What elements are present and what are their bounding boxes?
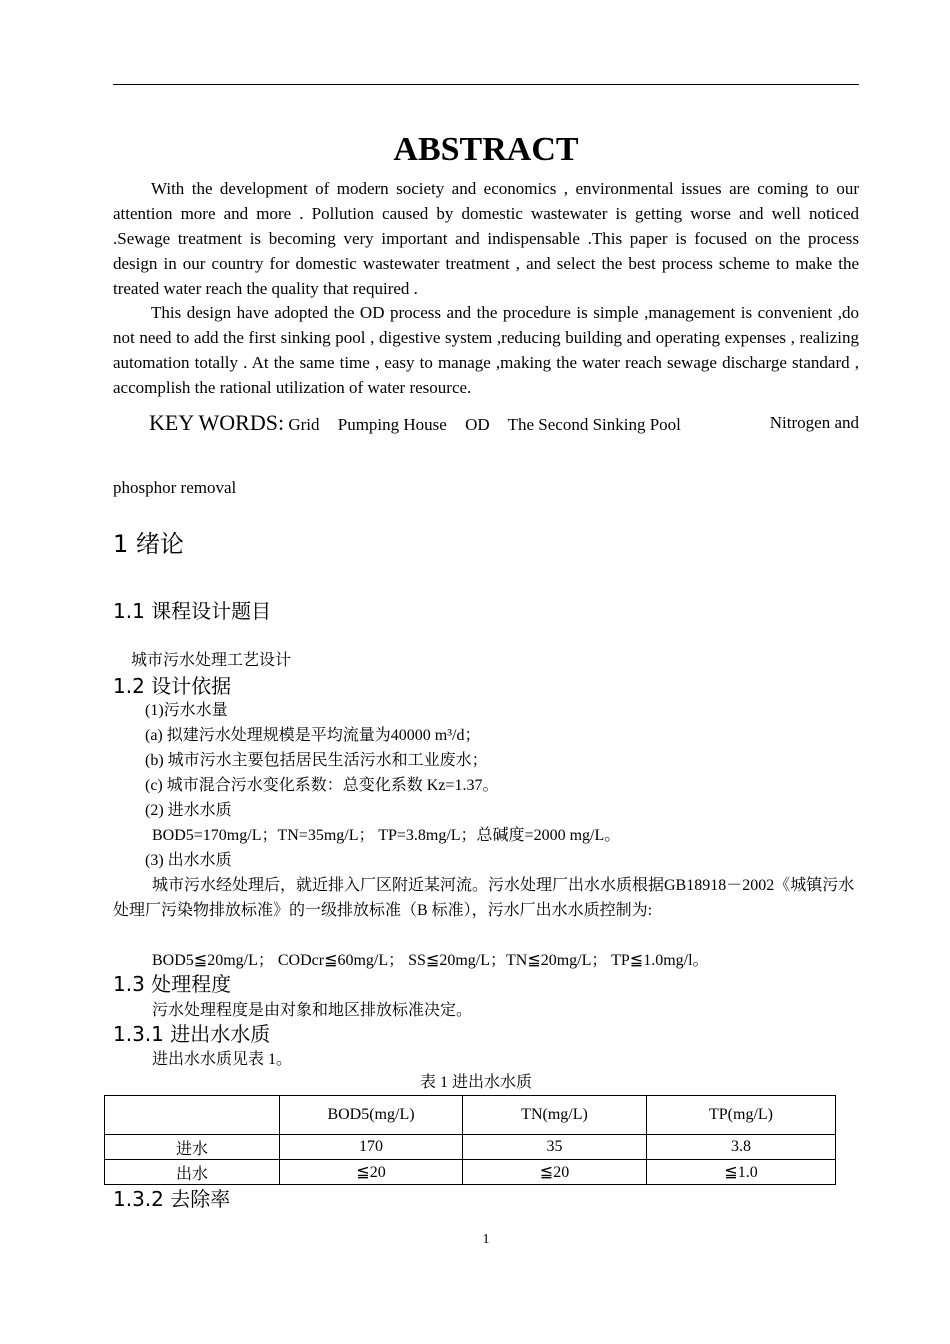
water-quality-table [104, 1095, 836, 1185]
section-heading-1-3-2: 1.3.2 去除率 [113, 1187, 231, 1211]
table-header-cell: TN(mg/L) [463, 1096, 647, 1135]
table-cell: 170 [280, 1135, 463, 1160]
table-cell: 进水 [105, 1135, 280, 1160]
keywords-label: KEY WORDS: [149, 410, 285, 435]
influent-values: BOD5=170mg/L；TN=35mg/L； TP=3.8mg/L；总碱度=2000 mg/L。 [152, 827, 621, 844]
section-text: 进出水水质见表 1。 [152, 1051, 293, 1068]
list-item: (2) 进水水质 [145, 802, 232, 819]
table-cell: 出水 [105, 1160, 280, 1185]
keyword-item: Grid [288, 415, 320, 434]
keywords-line [113, 408, 859, 440]
section-heading-1-3-1: 1.3.1 进出水水质 [113, 1022, 271, 1046]
table-cell: ≦1.0 [647, 1160, 836, 1185]
keyword-item: The Second Sinking Pool [507, 415, 681, 434]
list-item: (a) 拟建污水处理规模是平均流量为40000 m³/d； [145, 727, 481, 744]
section-heading-1-2: 1.2 设计依据 [113, 674, 232, 698]
header-rule [113, 84, 859, 85]
table-caption: 表 1 进出水水质 [420, 1074, 533, 1091]
table-cell: ≦20 [463, 1160, 647, 1185]
list-item: (3) 出水水质 [145, 852, 232, 869]
page-number: 1 [482, 1232, 490, 1247]
effluent-limits: BOD5≦20mg/L； CODcr≦60mg/L； SS≦20mg/L；TN≦20mg/L； TP≦1.0mg/l。 [152, 952, 709, 969]
keyword-item: Pumping House [337, 415, 447, 434]
table-cell: ≦20 [280, 1160, 463, 1185]
chapter-heading: 1 绪论 [113, 530, 184, 558]
table-header-cell: TP(mg/L) [647, 1096, 836, 1135]
keyword-item: OD [465, 415, 490, 434]
table-header-row [105, 1096, 836, 1135]
course-title: 城市污水处理工艺设计 [131, 652, 292, 669]
table-cell: 3.8 [647, 1135, 836, 1160]
table-row [105, 1135, 836, 1160]
abstract-title: ABSTRACT [393, 131, 579, 168]
table-cell: 35 [463, 1135, 647, 1160]
table-header-cell [105, 1096, 280, 1135]
table-row [105, 1160, 836, 1185]
list-item: (b) 城市污水主要包括居民生活污水和工业废水； [145, 752, 488, 769]
section-text: 污水处理程度是由对象和地区排放标准决定。 [152, 1002, 473, 1019]
keywords-tail: phosphor removal [113, 478, 237, 497]
abstract-paragraph-2: This design have adopted the OD process and the procedure is simple ,management is convenient ,do not need to add the first sinking pool , digestive system ,reducing building and operating expenses , realizing automation totally . At the same time , easy to manage ,making the water reach sewage discharge standard , accomplish the rational utilization of water resource. [113, 303, 859, 397]
table-header-cell: BOD5(mg/L) [280, 1096, 463, 1135]
keyword-item: Nitrogen and [769, 413, 859, 432]
list-item: (c) 城市混合污水变化系数：总变化系数 Kz=1.37。 [145, 777, 499, 794]
list-item: (1)污水水量 [145, 702, 228, 719]
abstract-paragraph-1: With the development of modern society and economics , environmental issues are coming to our attention more and more . Pollution caused by domestic wastewater is getting worse and well noticed .Sewage treatment is becoming very important and indispensable .This paper is focused on the process design in our country for domestic wastewater treatment , and select the best process scheme to make the treated water reach the quality that required . [113, 179, 859, 298]
effluent-paragraph: 城市污水经处理后，就近排入厂区附近某河流。污水处理厂出水水质根据GB18918－2002《城镇污水处理厂污染物排放标准》的一级排放标准（B 标准），污水厂出水水质控制为: [113, 877, 855, 919]
section-heading-1-1: 1.1 课程设计题目 [113, 599, 272, 623]
section-heading-1-3: 1.3 处理程度 [113, 972, 232, 996]
